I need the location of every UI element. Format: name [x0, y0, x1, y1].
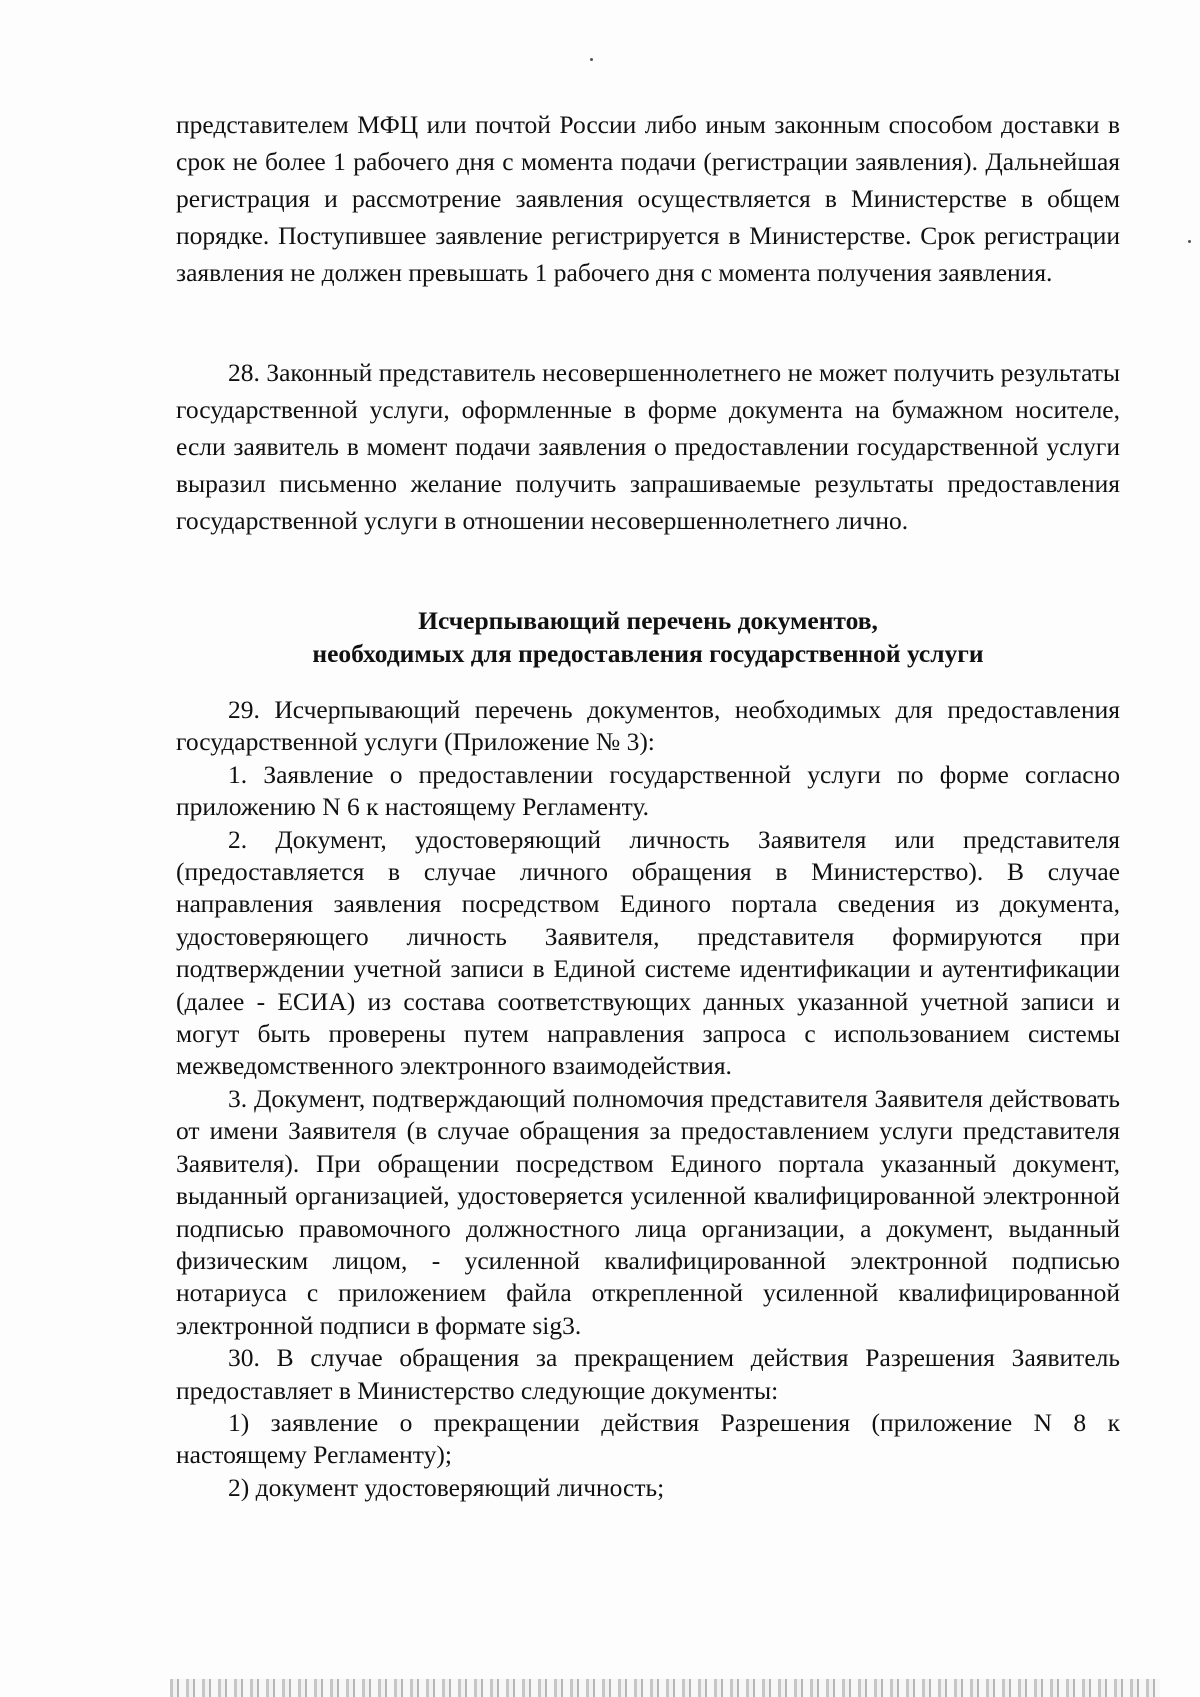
section-heading-line-1: Исчерпывающий перечень документов, [418, 606, 878, 635]
scan-bottom-edge [170, 1679, 1160, 1697]
paragraph-continuation: представителем МФЦ или почтой России либо иным законным способом доставки в срок не более 1 рабочего дня с момента подачи (регистрации заявления). Дальнейшая регистрация и рассмотрение заявления осуществляется в Министерстве в общем порядке. Поступившее заявление регистрируется в Министерстве. Срок регистрации заявления не должен превышать 1 рабочего дня с момента получения заявления. [176, 110, 1120, 287]
section-29-item-1: 1. Заявление о предоставлении государственной услуги по форме согласно приложению N 6 к настоящему Регламенту. [176, 759, 1120, 822]
section-30-item-2: 2) документ удостоверяющий личность; [228, 1472, 665, 1502]
section-heading-line-2: необходимых для предоставления государственной услуги [312, 639, 984, 668]
scan-speck [590, 58, 593, 61]
section-heading [176, 604, 1120, 670]
section-30-intro: 30. В случае обращения за прекращением действия Разрешения Заявитель предоставляет в Министерство следующие документы: [176, 1343, 1120, 1405]
paragraph-28: 28. Законный представитель несовершеннолетнего не может получить результаты государственной услуги, оформленные в форме документа на бумажном носителе, если заявитель в момент подачи заявления о предоставлении государственной услуги выразил письменно желание получить запрашиваемые результаты предоставления государственной услуги в отношении несовершеннолетнего лично. [176, 358, 1120, 535]
section-29-intro: 29. Исчерпывающий перечень документов, необходимых для предоставления государственной услуги (Приложение № 3): [176, 695, 1120, 757]
scan-speck [1188, 240, 1191, 243]
section-29-item-3: 3. Документ, подтверждающий полномочия представителя Заявителя действовать от имени Заявителя (в случае обращения за предоставлением услуги представителя Заявителя). При обращении посредством Единого портала указанный документ, выданный организацией, удостоверяется усиленной квалифицированной электронной подписью правомочного должностного лица организации, а документ, выданный физическим лицом, - усиленной квалифицированной электронной подписью нотариуса с приложением файла открепленной усиленной квалифицированной электронной подписи в формате sig3. [176, 1083, 1120, 1340]
section-29 [176, 694, 1120, 1504]
section-30-item-1: 1) заявление о прекращении действия Разрешения (приложение N 8 к настоящему Регламенту); [176, 1407, 1120, 1470]
section-29-item-2: 2. Документ, удостоверяющий личность Заявителя или представителя (предоставляется в случае личного обращения в Министерство). В случае направления заявления посредством Единого портала сведения из документа, удостоверяющего личность Заявителя, представителя формируются при подтверждении учетной записи в Единой системе идентификации и аутентификации (далее - ЕСИА) из состава соответствующих данных указанной учетной записи и могут быть проверены путем направления запроса с использованием системы межведомственного электронного взаимодействия. [176, 824, 1120, 1081]
